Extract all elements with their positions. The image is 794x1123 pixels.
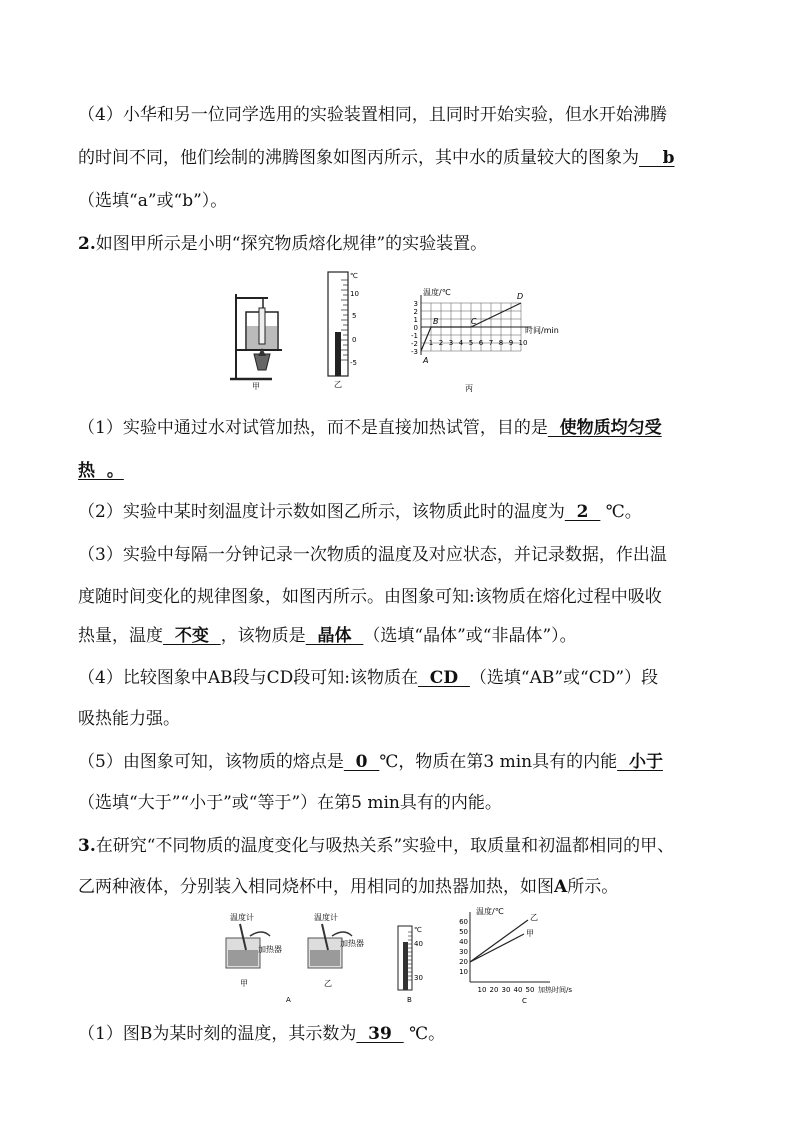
line-label-yi: 乙: [530, 913, 538, 922]
xtick: 9: [508, 339, 514, 347]
point-d: D: [517, 292, 524, 301]
question-number: 2.: [78, 234, 96, 254]
answer: 0: [343, 752, 380, 772]
ytick: 30: [459, 948, 468, 956]
text: 热量，温度: [78, 626, 163, 646]
thermo-tick-5: 5: [352, 312, 357, 320]
ytick: 2: [413, 308, 418, 316]
xtick: 7: [488, 339, 494, 347]
q3-stem-line1: [78, 834, 718, 858]
label-thermometer: 温度计: [230, 913, 254, 922]
ytick: 60: [459, 918, 468, 926]
xtick: 1: [428, 339, 434, 347]
text: 吸热能力强。: [78, 709, 180, 729]
figure-jia-apparatus: [228, 290, 288, 390]
graph-xlabel: 时间/min: [525, 326, 559, 335]
label-yi: 乙: [324, 979, 332, 988]
answer: 晶体: [305, 626, 364, 646]
text: 的时间不同，他们绘制的沸腾图象如图丙所示，其中水的质量较大的图象为: [78, 148, 639, 168]
q2-p3-line3: [78, 624, 718, 648]
label-c: C: [522, 997, 527, 1005]
text: B: [139, 1024, 153, 1044]
ytick: -1: [411, 332, 418, 340]
q1-part4-line2: [78, 146, 718, 170]
xtick: 4: [458, 339, 464, 347]
ytick: 3: [413, 300, 418, 308]
answer-b: b: [639, 148, 675, 168]
thermo-tick-0: 0: [352, 336, 357, 344]
xtick: 20: [489, 986, 499, 994]
ytick: 10: [459, 968, 468, 976]
label-bing: 丙: [465, 384, 473, 393]
question-number: 3.: [78, 836, 96, 856]
thermo-unit: ℃: [350, 272, 358, 280]
xtick: 5: [468, 339, 474, 347]
q2-p1-line1: [78, 416, 718, 440]
text: （1）图: [78, 1024, 140, 1044]
q2-p1-line2: [78, 459, 718, 483]
text: 度随时间变化的规律图象，如图丙所示。由图象可知:该物质在熔化过程中吸收: [78, 587, 662, 607]
label-thermometer: 温度计: [314, 913, 338, 922]
thermo-tick-30: 30: [414, 974, 423, 982]
q2-p3-line1: [78, 543, 718, 567]
ytick: 20: [459, 958, 468, 966]
q2-p4-line2: [78, 707, 718, 731]
label-jia: 甲: [252, 382, 260, 390]
thermo-tick-minus5: -5: [350, 359, 357, 367]
xtick: 50: [525, 986, 535, 994]
ytick: -2: [411, 340, 418, 348]
text: ℃。: [600, 502, 642, 522]
q3-p1: [78, 1022, 718, 1046]
q2-p3-line2: [78, 585, 718, 609]
ytick: 40: [459, 938, 468, 946]
text: （选填“晶体”或“非晶体”）。: [363, 626, 577, 646]
answer: CD: [417, 668, 470, 688]
point-c: C: [471, 317, 477, 326]
point-b: B: [433, 317, 439, 326]
figure-bing-graph: [403, 283, 578, 398]
graph-ylabel: 温度/℃: [476, 907, 504, 916]
text: A: [554, 877, 568, 897]
answer: 热: [78, 461, 95, 481]
text: （4）比较图象中AB段与CD段可知:该物质在: [78, 668, 418, 688]
xtick: 8: [498, 339, 504, 347]
xtick: 6: [478, 339, 484, 347]
text: 具有的内能。: [399, 793, 502, 813]
ytick: 0: [413, 324, 418, 332]
label-b: B: [407, 996, 412, 1004]
xtick: 10: [477, 986, 487, 994]
q2-p2: [78, 500, 718, 524]
text: ℃。: [403, 1024, 446, 1044]
text: （选填“大于”“小于”或“等于”）在第: [78, 793, 352, 813]
answer-tail: 。: [95, 461, 124, 481]
text: ，该物质是: [220, 626, 306, 646]
ytick: 50: [459, 928, 468, 936]
q2-p5-line1: [78, 750, 718, 774]
thermo-unit: ℃: [414, 926, 422, 934]
xtick: 2: [438, 339, 444, 347]
figure-c-graph: [452, 906, 592, 1006]
answer: 不变: [163, 626, 221, 646]
figure-yi-thermometer: [322, 270, 368, 390]
figure-b-thermometer: [394, 922, 434, 1007]
thermo-tick-10: 10: [350, 290, 359, 298]
label-heater: 加热器: [340, 939, 364, 948]
text: ℃，物质在第: [379, 752, 484, 772]
xtick: 40: [513, 986, 523, 994]
q2-stem: [78, 232, 718, 256]
text: 3 min: [483, 752, 533, 772]
ytick: 1: [413, 316, 418, 324]
text: （3）实验中每隔一分钟记录一次物质的温度及对应状态，并记录数据，作出温: [78, 545, 667, 565]
text: （2）实验中某时刻温度计示数如图乙所示，该物质此时的温度为: [78, 502, 565, 522]
thermo-tick-40: 40: [414, 940, 423, 948]
label-a: A: [286, 996, 291, 1004]
label-heater: 加热器: [258, 945, 282, 954]
xtick: 30: [501, 986, 511, 994]
answer: 小于: [617, 752, 663, 772]
text: 如图甲所示是小明“探究物质熔化规律”的实验装置。: [95, 234, 488, 254]
figure-a-apparatus: [220, 910, 390, 1005]
xtick: 3: [448, 339, 454, 347]
text: （选填“a”或“b”）。: [78, 191, 228, 211]
label-yi: 乙: [334, 380, 342, 389]
text: （4）小华和另一位同学选用的实验装置相同，且同时开始实验，但水开始沸腾: [78, 105, 667, 125]
xtick: 10: [518, 339, 528, 347]
text: 所示。: [567, 877, 619, 897]
text: 乙两种液体，分别装入相同烧杯中，用相同的加热器加热，如图: [78, 877, 554, 897]
q2-p4-line1: [78, 666, 718, 690]
line-label-jia: 甲: [526, 929, 534, 938]
point-a: A: [423, 356, 429, 365]
text: 5 min: [351, 793, 400, 813]
graph-ylabel: 温度/℃: [423, 288, 451, 297]
answer: 使物质均匀受: [547, 418, 662, 438]
q3-stem-line2: [78, 875, 718, 899]
text: （5）由图象可知，该物质的熔点是: [78, 752, 344, 772]
text: （选填“AB”或“CD”）段: [469, 668, 659, 688]
answer: 39: [356, 1024, 404, 1044]
label-jia: 甲: [240, 979, 248, 988]
text: 在研究“不同物质的温度变化与吸热关系”实验中，取质量和初温都相同的甲、: [95, 836, 675, 856]
ytick: -3: [411, 348, 418, 356]
text: （1）实验中通过水对试管加热，而不是直接加热试管，目的是: [78, 418, 548, 438]
text: 为某时刻的温度，其示数为: [152, 1024, 357, 1044]
q1-part4-line3: [78, 189, 718, 213]
q2-p5-line2: [78, 791, 718, 815]
q1-part4-line1: [78, 103, 718, 127]
text: 具有的内能: [532, 752, 618, 772]
graph-xlabel: 加热时间/s: [538, 986, 573, 994]
answer: 2: [564, 502, 601, 522]
